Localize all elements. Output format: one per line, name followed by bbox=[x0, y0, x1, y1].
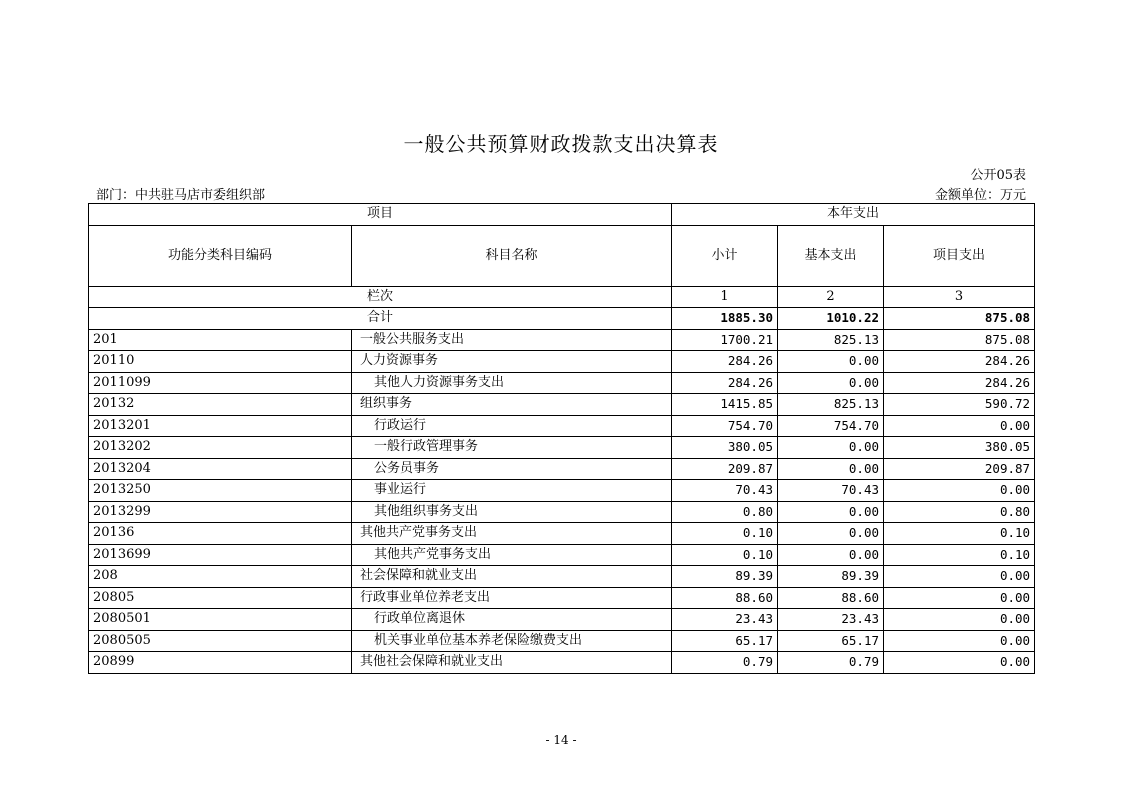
row-basic: 0.00 bbox=[778, 351, 884, 373]
row-code: 2013204 bbox=[89, 458, 352, 480]
header-name: 科目名称 bbox=[352, 225, 672, 286]
row-name: 机关事业单位基本养老保险缴费支出 bbox=[352, 630, 672, 652]
unit-label: 金额单位：万元 bbox=[934, 188, 1026, 203]
row-basic: 0.00 bbox=[778, 372, 884, 394]
row-name: 其他社会保障和就业支出 bbox=[352, 652, 672, 674]
row-subtotal: 284.26 bbox=[672, 351, 778, 373]
row-code: 2013699 bbox=[89, 544, 352, 566]
row-subtotal: 284.26 bbox=[672, 372, 778, 394]
column-index-label: 栏次 bbox=[89, 286, 672, 308]
row-basic: 0.79 bbox=[778, 652, 884, 674]
row-subtotal: 89.39 bbox=[672, 566, 778, 588]
row-name: 行政单位离退休 bbox=[352, 609, 672, 631]
total-subtotal: 1885.30 bbox=[672, 308, 778, 330]
row-project: 590.72 bbox=[884, 394, 1035, 416]
header-current-year: 本年支出 bbox=[672, 204, 1035, 226]
row-basic: 0.00 bbox=[778, 437, 884, 459]
row-project: 0.00 bbox=[884, 566, 1035, 588]
row-code: 2080501 bbox=[89, 609, 352, 631]
row-code: 2013201 bbox=[89, 415, 352, 437]
row-subtotal: 23.43 bbox=[672, 609, 778, 631]
row-project: 0.00 bbox=[884, 415, 1035, 437]
row-code: 20136 bbox=[89, 523, 352, 545]
row-code: 20110 bbox=[89, 351, 352, 373]
row-project: 0.80 bbox=[884, 501, 1035, 523]
column-index-1: 1 bbox=[672, 286, 778, 308]
table-row bbox=[89, 415, 1035, 437]
row-code: 208 bbox=[89, 566, 352, 588]
header-row-columns bbox=[89, 225, 1035, 286]
row-code: 20899 bbox=[89, 652, 352, 674]
header-subtotal: 小计 bbox=[672, 225, 778, 286]
row-name: 其他共产党事务支出 bbox=[352, 544, 672, 566]
row-name: 一般行政管理事务 bbox=[352, 437, 672, 459]
total-project: 875.08 bbox=[884, 308, 1035, 330]
department-label: 部门：中共驻马店市委组织部 bbox=[96, 188, 266, 203]
row-project: 284.26 bbox=[884, 372, 1035, 394]
row-project: 0.00 bbox=[884, 480, 1035, 502]
row-code: 2011099 bbox=[89, 372, 352, 394]
table-row bbox=[89, 630, 1035, 652]
row-project: 209.87 bbox=[884, 458, 1035, 480]
row-project: 875.08 bbox=[884, 329, 1035, 351]
total-basic: 1010.22 bbox=[778, 308, 884, 330]
table-row bbox=[89, 652, 1035, 674]
table-row bbox=[89, 394, 1035, 416]
row-name: 其他人力资源事务支出 bbox=[352, 372, 672, 394]
table-row bbox=[89, 523, 1035, 545]
row-code: 20132 bbox=[89, 394, 352, 416]
row-basic: 70.43 bbox=[778, 480, 884, 502]
table-row bbox=[89, 501, 1035, 523]
row-subtotal: 754.70 bbox=[672, 415, 778, 437]
row-code: 201 bbox=[89, 329, 352, 351]
row-name: 组织事务 bbox=[352, 394, 672, 416]
table-row bbox=[89, 609, 1035, 631]
row-basic: 0.00 bbox=[778, 523, 884, 545]
page-title: 一般公共预算财政拨款支出决算表 bbox=[403, 132, 719, 156]
table-row bbox=[89, 587, 1035, 609]
row-project: 284.26 bbox=[884, 351, 1035, 373]
row-basic: 825.13 bbox=[778, 329, 884, 351]
row-basic: 0.00 bbox=[778, 458, 884, 480]
row-code: 2013250 bbox=[89, 480, 352, 502]
row-project: 380.05 bbox=[884, 437, 1035, 459]
header-row-group bbox=[89, 204, 1035, 226]
row-code: 2080505 bbox=[89, 630, 352, 652]
table-row bbox=[89, 544, 1035, 566]
row-subtotal: 0.80 bbox=[672, 501, 778, 523]
row-basic: 825.13 bbox=[778, 394, 884, 416]
budget-table bbox=[88, 203, 1035, 674]
row-name: 行政事业单位养老支出 bbox=[352, 587, 672, 609]
column-index-row bbox=[89, 286, 1035, 308]
row-subtotal: 0.10 bbox=[672, 523, 778, 545]
header-item: 项目 bbox=[89, 204, 672, 226]
form-number: 公开05表 bbox=[970, 168, 1026, 183]
table-row bbox=[89, 372, 1035, 394]
column-index-3: 3 bbox=[884, 286, 1035, 308]
row-subtotal: 0.79 bbox=[672, 652, 778, 674]
table-row bbox=[89, 458, 1035, 480]
row-project: 0.00 bbox=[884, 630, 1035, 652]
row-basic: 89.39 bbox=[778, 566, 884, 588]
row-name: 事业运行 bbox=[352, 480, 672, 502]
row-basic: 0.00 bbox=[778, 501, 884, 523]
row-basic: 754.70 bbox=[778, 415, 884, 437]
row-subtotal: 1700.21 bbox=[672, 329, 778, 351]
row-code: 2013202 bbox=[89, 437, 352, 459]
row-project: 0.10 bbox=[884, 523, 1035, 545]
row-name: 一般公共服务支出 bbox=[352, 329, 672, 351]
row-name: 其他组织事务支出 bbox=[352, 501, 672, 523]
row-basic: 0.00 bbox=[778, 544, 884, 566]
row-name: 其他共产党事务支出 bbox=[352, 523, 672, 545]
row-subtotal: 0.10 bbox=[672, 544, 778, 566]
row-name: 社会保障和就业支出 bbox=[352, 566, 672, 588]
table-row bbox=[89, 566, 1035, 588]
header-code: 功能分类科目编码 bbox=[89, 225, 352, 286]
table-row bbox=[89, 329, 1035, 351]
row-code: 20805 bbox=[89, 587, 352, 609]
total-label: 合计 bbox=[89, 308, 672, 330]
row-project: 0.10 bbox=[884, 544, 1035, 566]
row-subtotal: 1415.85 bbox=[672, 394, 778, 416]
table-row bbox=[89, 437, 1035, 459]
row-subtotal: 70.43 bbox=[672, 480, 778, 502]
page-number: - 14 - bbox=[545, 733, 577, 747]
total-row bbox=[89, 308, 1035, 330]
row-subtotal: 88.60 bbox=[672, 587, 778, 609]
row-code: 2013299 bbox=[89, 501, 352, 523]
header-basic: 基本支出 bbox=[778, 225, 884, 286]
table-row bbox=[89, 480, 1035, 502]
row-name: 公务员事务 bbox=[352, 458, 672, 480]
row-project: 0.00 bbox=[884, 652, 1035, 674]
row-basic: 65.17 bbox=[778, 630, 884, 652]
row-subtotal: 380.05 bbox=[672, 437, 778, 459]
row-project: 0.00 bbox=[884, 609, 1035, 631]
row-basic: 88.60 bbox=[778, 587, 884, 609]
row-subtotal: 65.17 bbox=[672, 630, 778, 652]
row-name: 人力资源事务 bbox=[352, 351, 672, 373]
row-subtotal: 209.87 bbox=[672, 458, 778, 480]
row-project: 0.00 bbox=[884, 587, 1035, 609]
table-row bbox=[89, 351, 1035, 373]
row-basic: 23.43 bbox=[778, 609, 884, 631]
row-name: 行政运行 bbox=[352, 415, 672, 437]
column-index-2: 2 bbox=[778, 286, 884, 308]
header-project: 项目支出 bbox=[884, 225, 1035, 286]
